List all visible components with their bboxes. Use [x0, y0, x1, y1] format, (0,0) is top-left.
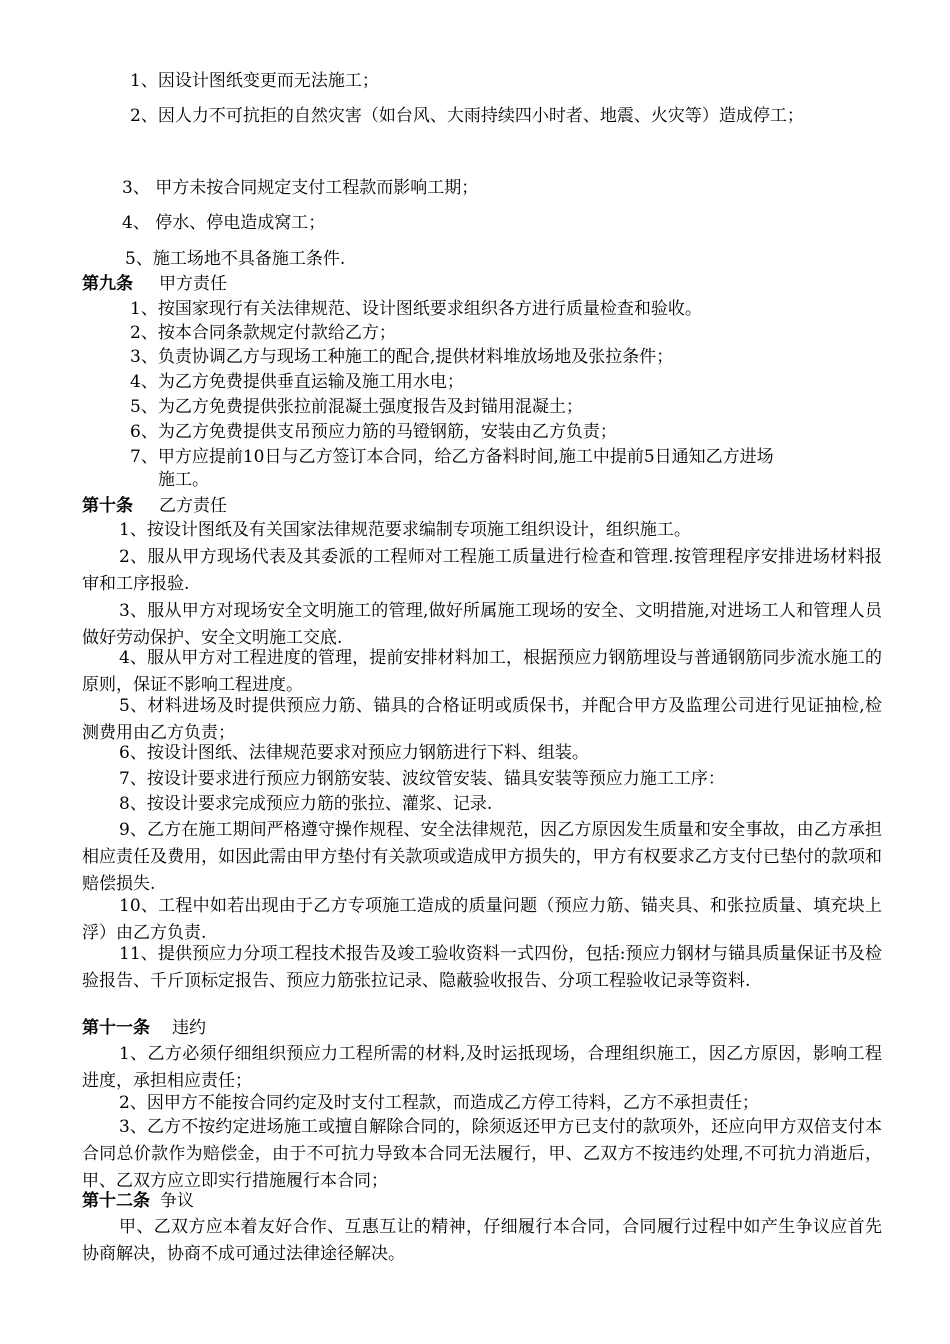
article-10-item: 7、按设计要求进行预应力钢筋安装、波纹管安装、锚具安装等预应力施工工序： — [119, 769, 725, 789]
delay-item-3: 3、 甲方未按合同规定支付工程款而影响工期； — [122, 178, 479, 198]
article-9-item: 3、负责协调乙方与现场工种施工的配合,提供材料堆放场地及张拉条件； — [130, 347, 674, 367]
article-9-number: 第九条 — [82, 274, 133, 294]
delay-item-5: 5、施工场地不具备施工条件. — [125, 249, 346, 269]
article-9-item: 6、为乙方免费提供支吊预应力筋的马镫钢筋，安装由乙方负责； — [130, 422, 617, 442]
article-10-title: 乙方责任 — [159, 496, 227, 516]
article-9-item: 4、为乙方免费提供垂直运输及施工用水电； — [130, 372, 464, 392]
article-12-text: 甲、乙双方应本着友好合作、互惠互让的精神，仔细履行本合同，合同履行过程中如产生争议应首先协商解决，协商不成可通过法律途径解决。 — [82, 1217, 882, 1264]
article-11-item: 1、乙方必须仔细组织预应力工程所需的材料,及时运抵现场，合理组织施工，因乙方原因，影响工程进度，承担相应责任； — [82, 1044, 882, 1091]
article-10-item: 6、按设计图纸、法律规范要求对预应力钢筋进行下料、组装。 — [119, 743, 589, 763]
article-9-heading — [82, 273, 227, 295]
delay-item-2: 2、因人力不可抗拒的自然灾害（如台风、大雨持续四小时者、地震、火灾等）造成停工； — [130, 106, 804, 126]
article-10-item: 8、按设计要求完成预应力筋的张拉、灌浆、记录. — [119, 794, 493, 814]
article-12-title: 争议 — [160, 1191, 194, 1211]
article-11-number: 第十一条 — [82, 1018, 150, 1038]
article-12-number: 第十二条 — [82, 1191, 150, 1211]
article-10-item: 1、按设计图纸及有关国家法律规范要求编制专项施工组织设计，组织施工。 — [119, 520, 691, 540]
article-11-item: 3、乙方不按约定进场施工或擅自解除合同的，除须返还甲方已支付的款项外，还应向甲方双倍支付本合同总价款作为赔偿金，由于不可抗力导致本合同无法履行，甲、乙双方不按违约处理,不可抗力消逝后，甲、乙双方应立即实行措施履行本合同； — [82, 1117, 882, 1191]
article-9-item: 1、按国家现行有关法律规范、设计图纸要求组织各方进行质量检查和验收。 — [130, 299, 702, 319]
article-10-number: 第十条 — [82, 496, 133, 516]
article-9-title: 甲方责任 — [159, 274, 227, 294]
article-9-item: 5、为乙方免费提供张拉前混凝土强度报告及封锚用混凝土； — [130, 397, 583, 417]
article-11-item: 2、因甲方不能按合同约定及时支付工程款，而造成乙方停工待料，乙方不承担责任； — [119, 1093, 759, 1113]
article-10-item: 10、工程中如若出现由于乙方专项施工造成的质量问题（预应力筋、锚夹具、和张拉质量、填充块上浮）由乙方负责. — [82, 896, 882, 943]
article-10-item: 3、服从甲方对现场安全文明施工的管理,做好所属施工现场的安全、文明措施,对进场工人和管理人员做好劳动保护、安全文明施工交底. — [82, 601, 882, 648]
article-10-heading — [82, 495, 227, 517]
delay-item-4: 4、 停水、停电造成窝工； — [122, 213, 326, 233]
article-10-item: 9、乙方在施工期间严格遵守操作规程、安全法律规范，因乙方原因发生质量和安全事故，由乙方承担相应责任及费用，如因此需由甲方垫付有关款项或造成甲方损失的，甲方有权要求乙方支付已垫付的款项和赔偿损失. — [82, 820, 882, 894]
article-10-item: 2、服从甲方现场代表及其委派的工程师对工程施工质量进行检查和管理.按管理程序安排进场材料报审和工序报验. — [82, 547, 882, 594]
article-10-item: 11、提供预应力分项工程技术报告及竣工验收资料一式四份，包括:预应力钢材与锚具质量保证书及检验报告、千斤顶标定报告、预应力筋张拉记录、隐蔽验收报告、分项工程验收记录等资料. — [82, 944, 882, 991]
delay-item-1: 1、因设计图纸变更而无法施工； — [130, 71, 379, 91]
article-12-heading — [82, 1190, 194, 1212]
article-9-item-cont: 施工。 — [158, 470, 209, 490]
article-9-item: 2、按本合同条款规定付款给乙方； — [130, 323, 396, 343]
article-11-heading — [82, 1017, 206, 1039]
article-10-item: 5、材料进场及时提供预应力筋、锚具的合格证明或质保书，并配合甲方及监理公司进行见证抽检,检测费用由乙方负责； — [82, 696, 882, 743]
article-10-item: 4、服从甲方对工程进度的管理，提前安排材料加工，根据预应力钢筋埋设与普通钢筋同步流水施工的原则，保证不影响工程进度。 — [82, 648, 882, 695]
article-11-title: 违约 — [172, 1018, 206, 1038]
article-9-item: 7、甲方应提前10日与乙方签订本合同，给乙方备料时间,施工中提前5日通知乙方进场 — [130, 447, 774, 467]
